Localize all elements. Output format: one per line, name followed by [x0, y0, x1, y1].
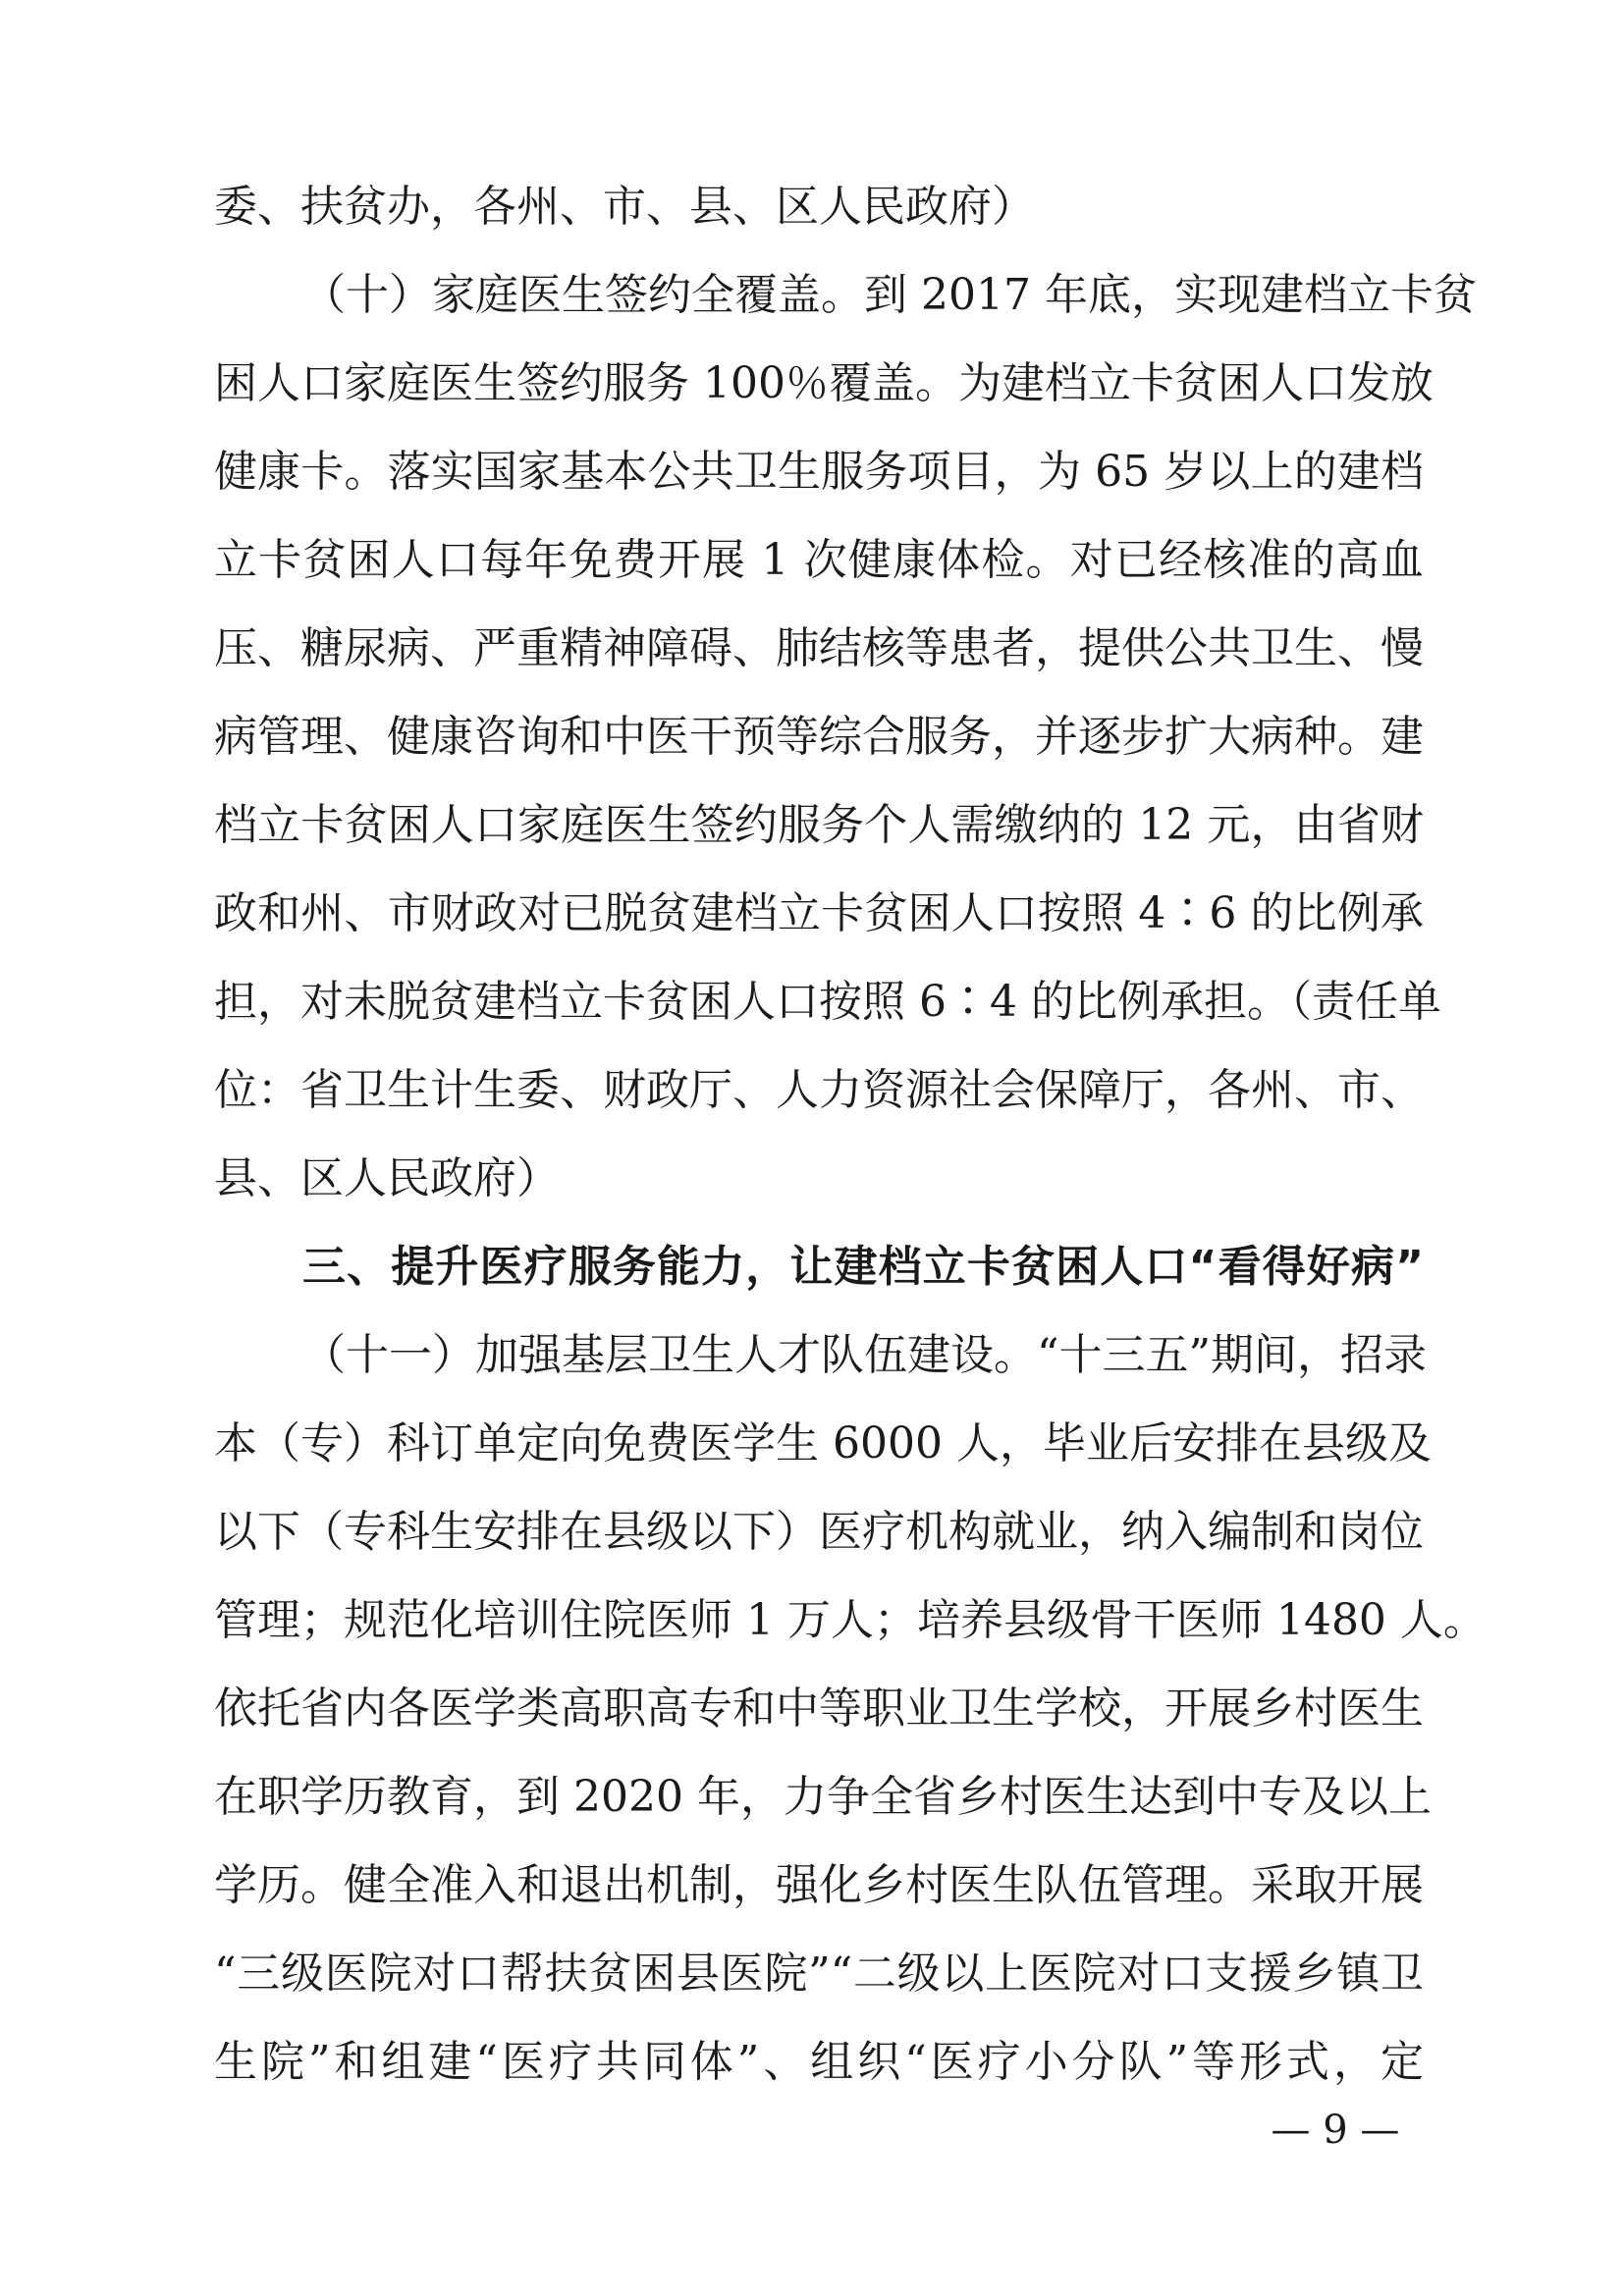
paragraph-line: 档立卡贫困人口家庭医生签约服务个人需缴纳的 12 元，由省财 — [214, 800, 1424, 850]
paragraph-line: “三级医院对口帮扶贫困县医院”“二级以上医院对口支援乡镇卫 — [214, 1949, 1424, 1999]
paragraph-line: 学历。健全准入和退出机制，强化乡村医生队伍管理。采取开展 — [214, 1860, 1424, 1910]
paragraph-line: （十）家庭医生签约全覆盖。到 2017 年底，实现建档立卡贫 — [302, 270, 1477, 320]
paragraph-line: 病管理、健康咨询和中医干预等综合服务，并逐步扩大病种。建 — [214, 712, 1424, 762]
paragraph-line: 依托省内各医学类高职高专和中等职业卫生学校，开展乡村医生 — [214, 1683, 1424, 1734]
paragraph-line: 担，对未脱贫建档立卡贫困人口按照 6∶4 的比例承担。（责任单 — [214, 977, 1441, 1027]
paragraph-line: 立卡贫困人口每年免费开展 1 次健康体检。对已经核准的高血 — [214, 535, 1424, 585]
paragraph-line: 本（专）科订单定向免费医学生 6000 人，毕业后安排在县级及 — [214, 1418, 1432, 1468]
paragraph-line: 生院”和组建“医疗共同体”、组织“医疗小分队”等形式，定 — [214, 2037, 1424, 2087]
paragraph-line: 委、扶贫办，各州、市、县、区人民政府） — [214, 182, 1035, 232]
paragraph-line: 政和州、市财政对已脱贫建档立卡贫困人口按照 4∶6 的比例承 — [214, 888, 1424, 938]
paragraph-line: 压、糖尿病、严重精神障碍、肺结核等患者，提供公共卫生、慢 — [214, 623, 1424, 673]
paragraph-line: 在职学历教育，到 2020 年，力争全省乡村医生达到中专及以上 — [214, 1772, 1432, 1822]
paragraph-line: 困人口家庭医生签约服务 100％覆盖。为建档立卡贫困人口发放 — [214, 358, 1434, 408]
paragraph-line: （十一）加强基层卫生人才队伍建设。“十三五”期间，招录 — [302, 1330, 1427, 1380]
paragraph-line: 位：省卫生计生委、财政厅、人力资源社会保障厅，各州、市、 — [214, 1065, 1424, 1115]
paragraph-line: 以下（专科生安排在县级以下）医疗机构就业，纳入编制和岗位 — [214, 1507, 1424, 1557]
paragraph-line: 健康卡。落实国家基本公共卫生服务项目，为 65 岁以上的建档 — [214, 447, 1424, 497]
paragraph-line: 管理；规范化培训住院医师 1 万人；培养县级骨干医师 1480 人。 — [214, 1595, 1487, 1645]
paragraph-line: 县、区人民政府） — [214, 1153, 560, 1203]
page-number: — 9 — — [1271, 2108, 1400, 2153]
section-heading: 三、提升医疗服务能力，让建档立卡贫困人口“看得好病” — [302, 1242, 1424, 1292]
